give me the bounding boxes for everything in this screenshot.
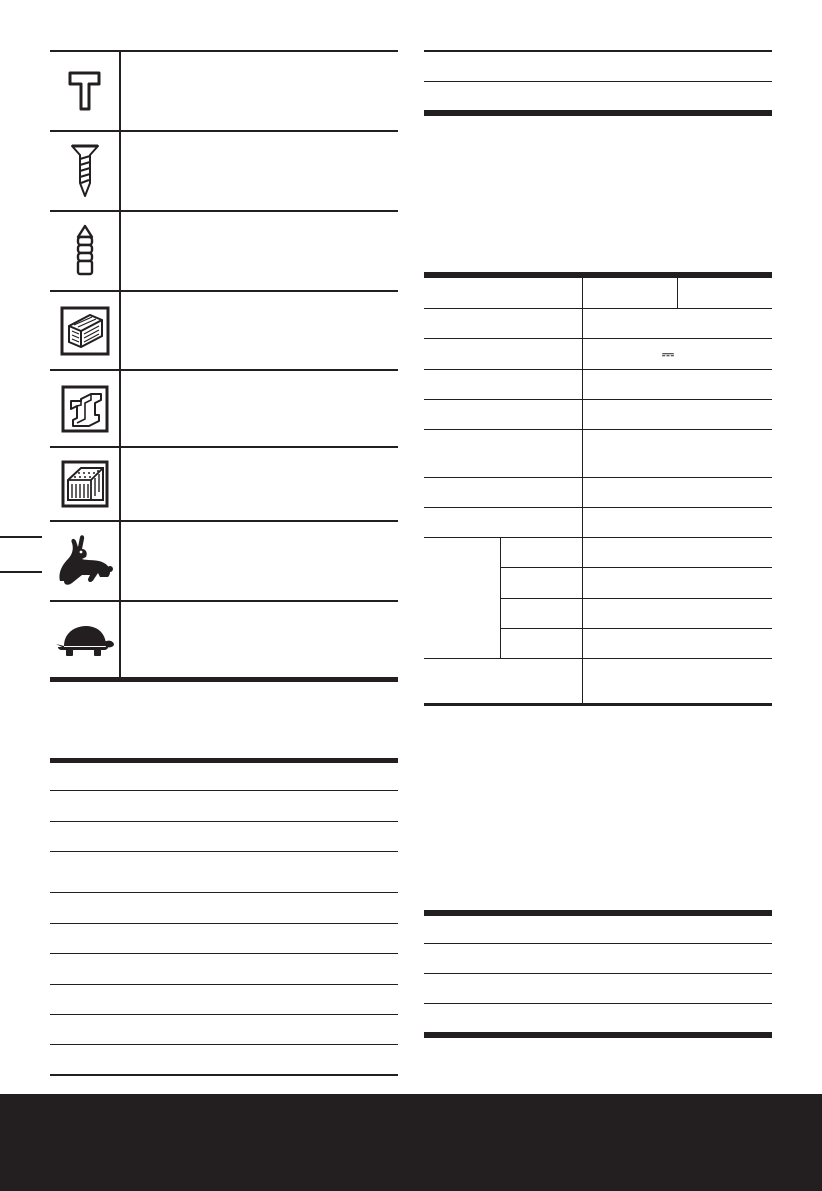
- list-rule-bottom: [50, 1074, 398, 1076]
- drill-bit-icon: [50, 212, 120, 290]
- turtle-low-speed-icon: [50, 602, 120, 677]
- table-rule: [424, 50, 772, 52]
- list-rule-top: [50, 758, 398, 763]
- list-rule: [50, 892, 398, 893]
- crop-mark: [0, 571, 42, 573]
- table-rule: [424, 81, 772, 82]
- table-rule: [500, 598, 772, 599]
- column-divider: [582, 272, 583, 704]
- rabbit-high-speed-icon: [50, 522, 120, 600]
- screw-icon: [50, 132, 120, 210]
- crop-mark: [0, 536, 42, 538]
- table-rule: [424, 507, 772, 508]
- list-rule: [50, 1014, 398, 1015]
- table-rule: [500, 628, 772, 629]
- list-rule: [50, 851, 398, 852]
- column-divider: [677, 272, 678, 308]
- table-rule: [424, 338, 772, 339]
- table-rule: [424, 658, 772, 659]
- list-rule: [50, 821, 398, 822]
- table-rule: [424, 429, 772, 430]
- table-rule: [424, 369, 772, 370]
- table-rule: [424, 308, 772, 309]
- list-rule: [50, 984, 398, 985]
- footer-band: [0, 1094, 822, 1191]
- table-rule-bottom: [50, 677, 398, 682]
- table-rule-bottom: [424, 110, 772, 116]
- metal-icon: [50, 371, 120, 446]
- dc-symbol: ⎓: [662, 345, 674, 363]
- list-rule: [50, 1044, 398, 1045]
- list-rule: [50, 923, 398, 924]
- masonry-icon: [50, 448, 120, 520]
- table-rule-top: [424, 910, 772, 916]
- table-rule: [424, 477, 772, 478]
- list-rule: [50, 790, 398, 791]
- table-rule: [424, 399, 772, 400]
- wood-icon: [50, 292, 120, 369]
- table-rule: [424, 973, 772, 974]
- table-rule: [500, 567, 772, 568]
- hammer-icon: [50, 52, 120, 130]
- table-rule: [424, 537, 772, 538]
- table-rule: [424, 943, 772, 944]
- table-rule-bottom: [424, 703, 772, 706]
- list-rule: [50, 953, 398, 954]
- table-rule-bottom: [424, 1032, 772, 1038]
- table-rule: [424, 1003, 772, 1004]
- table-rule-top: [424, 272, 772, 278]
